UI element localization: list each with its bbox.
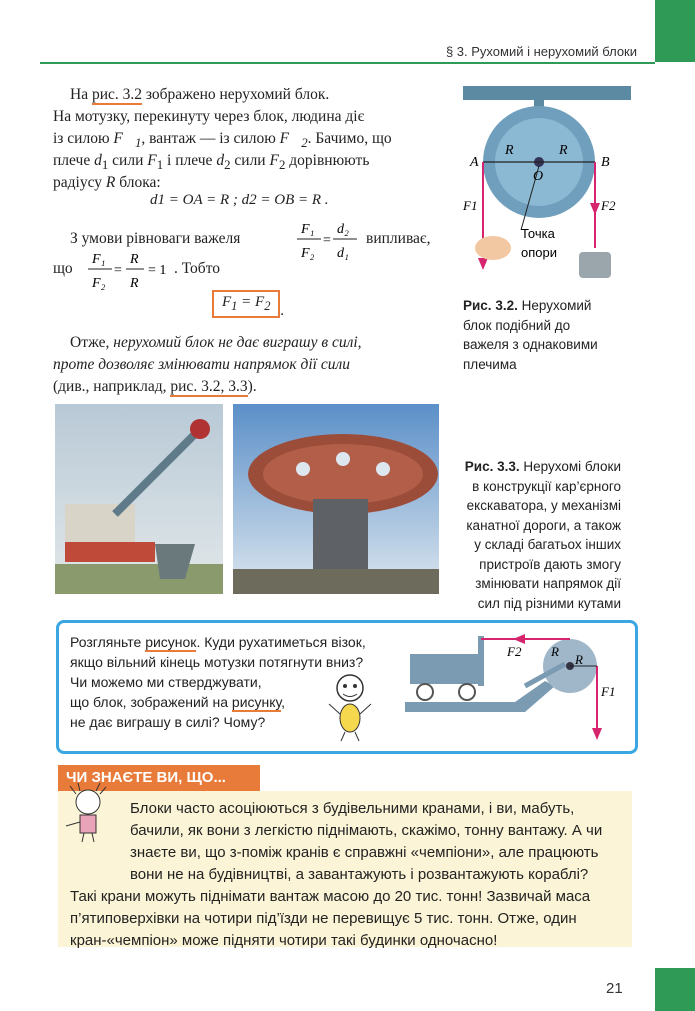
text: ).: [247, 378, 257, 395]
svg-text:F₂: F₂: [301, 246, 315, 261]
dyk-line1: Блоки часто асоціюються з будівельними кранами, і ви, мабуть,: [130, 800, 575, 817]
fig-link[interactable]: рис. 3.2, 3.3: [170, 378, 248, 395]
figure-link[interactable]: рисунок: [145, 634, 197, 650]
page-number: 21: [606, 980, 623, 997]
ceiling-beam: [463, 86, 631, 100]
text: Нерухомий: [521, 298, 592, 313]
arrow-f2: [590, 203, 600, 215]
cart-wheel: [459, 684, 475, 700]
label-f1: F1: [601, 684, 616, 699]
text: екскаватора, у механізмі: [466, 498, 621, 513]
label-r2: R: [575, 652, 583, 667]
paragraph-1: [70, 84, 445, 106]
dyk-line6: п’ятиповерхівки на чотири під’їзди не перевищує 5 тис. тонн. Отже, один: [70, 910, 577, 927]
cart-pulley-diagram: [405, 626, 625, 744]
label-f2: F2: [507, 644, 522, 659]
text: . Бачимо, що: [307, 130, 392, 147]
text: плечима: [463, 356, 517, 372]
vector-f1: $F⃗_1$: [113, 130, 142, 151]
did-you-know-title: ЧИ ЗНАЄТЕ ВИ, ЩО...: [58, 765, 260, 791]
text: блок подібний до: [463, 317, 571, 333]
p2-line1-end: випливає,: [366, 230, 431, 247]
text: що блок, зображений на: [70, 694, 229, 710]
formula-arms: d1 = OA = R ; d2 = OB = R .: [150, 192, 329, 208]
text: із силою: [53, 130, 110, 147]
p2-line1: З умови рівноваги важеля: [70, 230, 241, 247]
excavator-photo: [55, 404, 223, 594]
result-formula: $F_1 = F_2$: [212, 290, 280, 318]
dyk-line4: вони не на будівництві, а завантажують і розвантажують кораблі?: [130, 866, 589, 883]
svg-text:F₁: F₁: [301, 222, 315, 237]
page-tab-top: [655, 0, 695, 62]
weight: [579, 252, 611, 278]
text: (див., наприклад,: [53, 378, 167, 395]
fraction-lever: [293, 215, 363, 263]
arrow-f1: [478, 258, 488, 270]
text: Розгляньте: [70, 634, 142, 650]
vector-f2: $F⃗_2$: [279, 130, 308, 151]
svg-text:d₂: d₂: [337, 222, 349, 237]
cart-body: [410, 654, 482, 684]
text: . Куди рухатиметься візок,: [196, 634, 366, 650]
figure-link[interactable]: рисунку: [231, 694, 282, 710]
svg-text:F₂: F₂: [92, 276, 106, 291]
label-b: B: [601, 155, 610, 170]
fig-3-2-caption: [463, 296, 643, 374]
svg-text:=: =: [323, 233, 331, 248]
arrow-f1: [592, 728, 602, 740]
p3-line3: [53, 376, 257, 398]
text: в конструкції кар’єрного: [472, 478, 621, 494]
cart-wheel: [417, 684, 433, 700]
text: якщо вільний кінець мотузки потягнути вниз?: [70, 654, 364, 670]
fig-3-2-link[interactable]: рис. 3.2: [91, 86, 143, 103]
svg-text:F₁: F₁: [92, 252, 106, 267]
p3-line2: [53, 354, 350, 376]
dyk-line5: Такі крани можуть піднімати вантаж масою до 20 тис. тонн! Зазвичай маса: [70, 888, 591, 905]
text: у складі багатьох інших: [474, 537, 621, 552]
text: дорівнюють: [289, 152, 370, 169]
question-text: [70, 632, 366, 732]
text: сил під різними кутами: [477, 595, 621, 611]
mascot-icon: [325, 670, 375, 742]
hand: [475, 236, 511, 260]
text: Отже,: [70, 334, 110, 351]
text: плече: [53, 152, 91, 169]
p2-line2-end: . Тобто: [174, 260, 221, 277]
label-f1: F1: [463, 198, 478, 213]
caption-number: Рис. 3.2.: [463, 298, 518, 313]
p1-line4: плече $d_1$ сили $F_1$ і плече $d_2$ сили $F_2$ дорівнюють: [53, 152, 370, 173]
label-r2: R: [559, 143, 568, 158]
p1-line5: радіусу R блока:: [53, 174, 161, 191]
fig-3-2-pulley: [455, 80, 635, 290]
support-label-2: опори: [521, 245, 557, 260]
caption-number: Рис. 3.3.: [464, 459, 520, 474]
cableway-photo: [233, 404, 439, 594]
svg-text:R: R: [130, 276, 139, 291]
text: сили: [234, 152, 266, 169]
fraction-equal: [84, 245, 180, 293]
text: не дає виграшу в силі? Чому?: [70, 714, 266, 730]
svg-text:d₁: d₁: [337, 246, 349, 261]
text: зображено нерухомий блок.: [145, 86, 330, 103]
text: , вантаж — із силою: [141, 130, 276, 147]
text: Нерухомі блоки: [523, 459, 621, 474]
header-divider: [40, 62, 655, 64]
text: Чи можемо ми стверджувати,: [70, 674, 262, 690]
page-tab-bottom: [655, 968, 695, 1011]
girl-mascot-icon: [60, 782, 112, 844]
fig-3-3-caption: [463, 457, 621, 613]
text: канатної дороги, а також: [466, 517, 621, 533]
label-o: O: [533, 169, 544, 184]
dyk-line7: кран-«чемпіон» може підняти чотири такі будинки одночасно!: [70, 932, 498, 949]
svg-text:R: R: [130, 252, 139, 267]
text: радіусу: [53, 174, 102, 191]
dyk-line3: знаєте ви, що з-поміж кранів є справжні «чемпіони», але працюють: [130, 844, 599, 861]
text: блока:: [119, 174, 161, 191]
p3-line1: [70, 332, 362, 354]
label-r1: R: [505, 143, 514, 158]
dyk-line2: бачили, як вони з легкістю піднімають, скажімо, тонну вантажу. А чи: [130, 822, 603, 839]
emphasis: проте дозволяє змінювати напрямок дії сили: [53, 356, 350, 373]
text: пристроїв дають змогу: [479, 556, 621, 572]
dot: .: [280, 302, 285, 319]
p2-line2-start: що: [53, 260, 73, 277]
label-r1: R: [551, 644, 559, 659]
arrow-f2: [513, 634, 525, 644]
text: На: [70, 86, 89, 103]
emphasis: нерухомий блок не дає виграшу в силі,: [113, 334, 362, 351]
p1-line2: На мотузку, перекинуту через блок, людина діє: [53, 108, 365, 125]
label-f2: F2: [601, 198, 616, 213]
text: ,: [281, 694, 286, 710]
support-label-1: Точка: [521, 226, 555, 241]
text: сили: [112, 152, 144, 169]
label-a: A: [470, 155, 479, 170]
text: важеля з однаковими: [463, 337, 598, 352]
section-header: § 3. Рухомий і нерухомий блоки: [445, 44, 637, 59]
svg-text:=: =: [114, 263, 122, 278]
text: і плече: [167, 152, 213, 169]
text: змінювати напрямок дії: [475, 576, 621, 591]
svg-text:= 1: = 1: [148, 263, 167, 278]
